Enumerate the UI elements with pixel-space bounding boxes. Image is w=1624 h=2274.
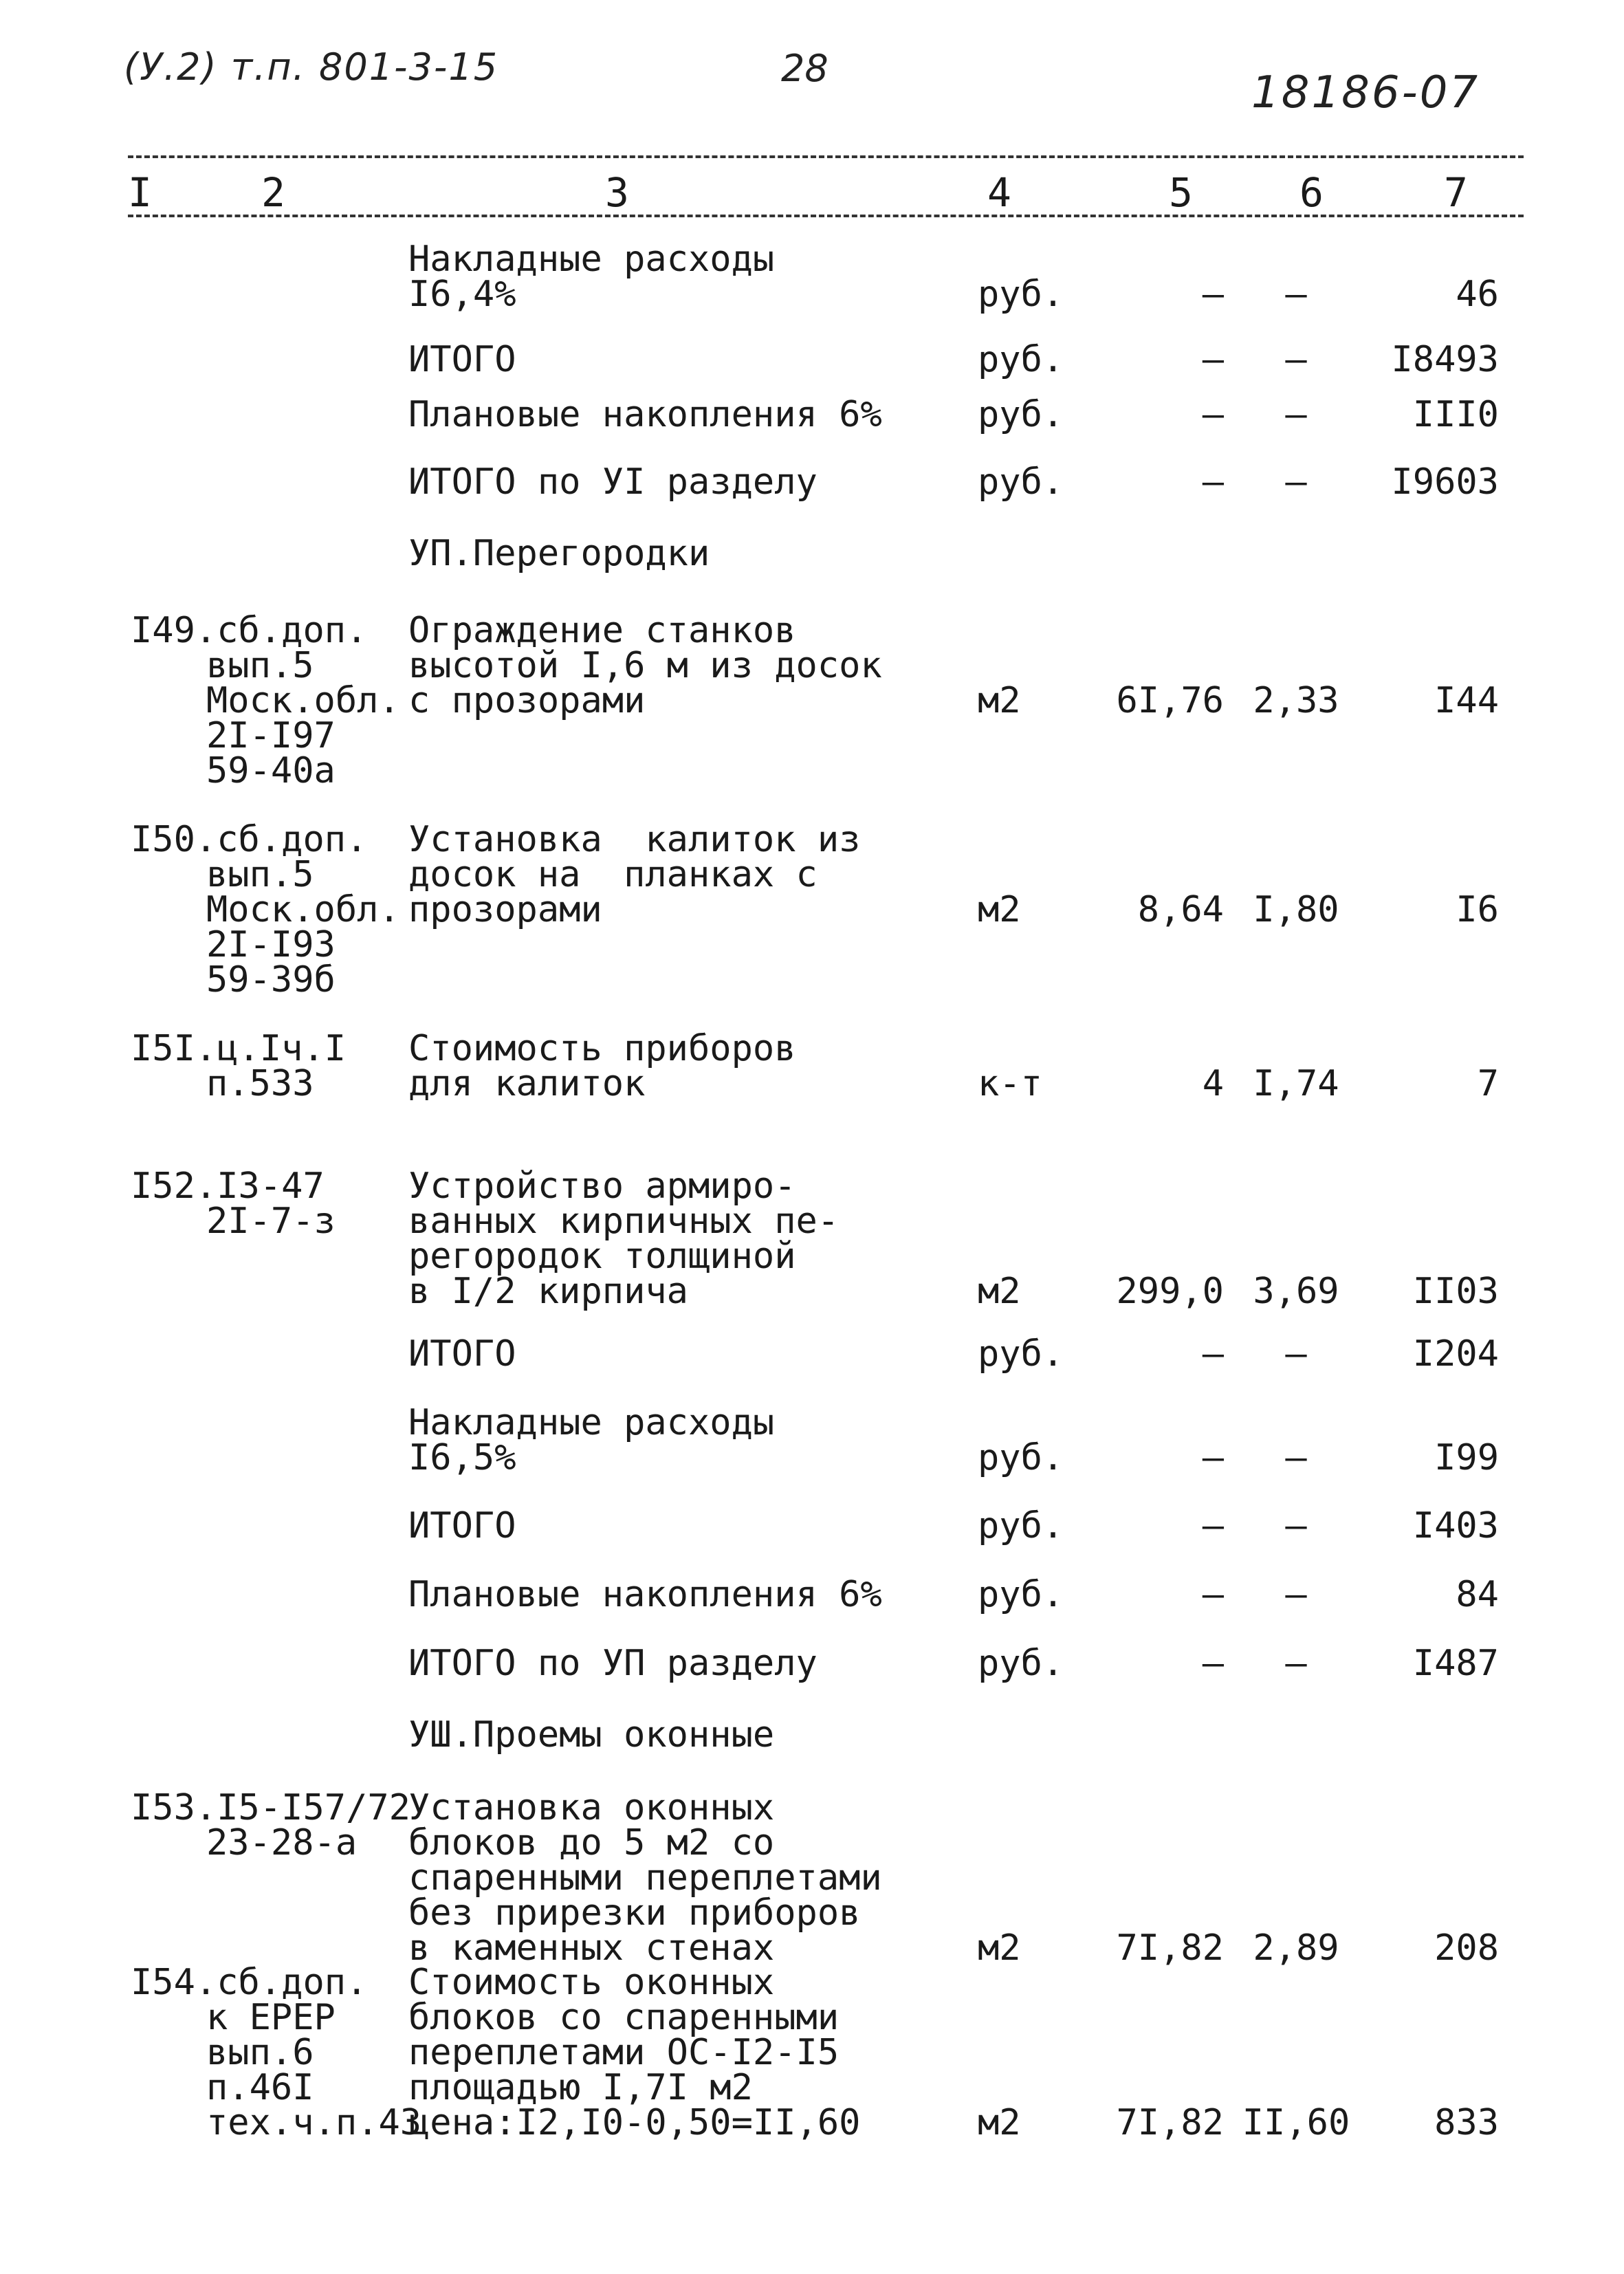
document-code: (У.2) т.п. 801-3-15	[124, 45, 499, 89]
table-header-rule	[128, 215, 1524, 217]
unit-cell: м2	[978, 2102, 1021, 2143]
row-description	[408, 461, 931, 503]
reference-line: 2I-I97	[206, 715, 336, 756]
unit-cell: м2	[978, 680, 1021, 721]
row-description	[408, 1787, 931, 1969]
unit-price-cell: I,80	[1253, 889, 1339, 930]
description-line: Плановые накопления 6%	[408, 1574, 882, 1615]
reference-line: I53.I5-I57/72	[131, 1787, 410, 1828]
description-line: ИТОГО	[408, 1505, 516, 1546]
quantity-cell: 6I,76	[1116, 680, 1224, 721]
row-description	[408, 819, 931, 930]
row-reference	[131, 610, 400, 791]
total-cell: I403	[1412, 1505, 1499, 1546]
description-line: ванных кирпичных пе-	[408, 1201, 840, 1242]
quantity-cell: 7I,82	[1116, 1927, 1224, 1969]
reference-line: 2I-I93	[206, 924, 336, 965]
reference-line: I49.сб.доп.	[131, 610, 368, 651]
unit-cell: руб.	[978, 339, 1064, 380]
total-cell: III0	[1412, 394, 1499, 435]
description-line: цена:I2,I0-0,50=II,60	[408, 2102, 861, 2143]
row-reference	[131, 819, 400, 1001]
section-heading: УП.Перегородки	[408, 533, 710, 574]
description-line: блоков со спаренными	[408, 1997, 840, 2038]
unit-cell: руб.	[978, 394, 1064, 435]
description-line: досок на планках с	[408, 854, 818, 895]
total-cell: I44	[1434, 680, 1499, 721]
unit-price-cell: –	[1285, 1333, 1307, 1375]
row-description	[408, 239, 931, 315]
description-line: ИТОГО	[408, 1333, 516, 1375]
reference-line: I50.сб.доп.	[131, 819, 368, 860]
total-cell: 7	[1477, 1063, 1499, 1104]
reference-line: 59-39б	[206, 959, 336, 1001]
unit-price-cell: I,74	[1253, 1063, 1339, 1104]
reference-line: Моск.обл.	[206, 680, 400, 721]
row-reference	[131, 1787, 410, 1863]
column-number: 3	[605, 169, 629, 216]
quantity-cell: –	[1202, 1643, 1224, 1684]
description-line: Накладные расходы	[408, 1402, 775, 1443]
unit-cell: руб.	[978, 1505, 1064, 1546]
description-line: Установка оконных	[408, 1787, 775, 1828]
total-cell: 46	[1456, 274, 1499, 315]
description-line: без прирезки приборов	[408, 1892, 861, 1934]
stamp-number: 18186-07	[1251, 67, 1480, 118]
unit-cell: м2	[978, 889, 1021, 930]
description-line: Накладные расходы	[408, 239, 775, 280]
row-reference	[131, 1962, 422, 2143]
reference-line: 59-40а	[206, 750, 336, 791]
row-description	[408, 1333, 931, 1375]
description-line: I6,5%	[408, 1437, 516, 1478]
column-number: 4	[987, 169, 1011, 216]
total-cell: I487	[1412, 1643, 1499, 1684]
row-description	[408, 1643, 931, 1684]
column-number: 2	[261, 169, 285, 216]
reference-line: тех.ч.п.43	[206, 2102, 422, 2143]
total-cell: 208	[1434, 1927, 1499, 1969]
row-description	[408, 1028, 931, 1104]
unit-price-cell: –	[1285, 1643, 1307, 1684]
description-line: высотой I,6 м из досок	[408, 645, 882, 686]
reference-line: к ЕРЕР	[206, 1997, 336, 2038]
quantity-cell: 8,64	[1137, 889, 1224, 930]
row-reference	[131, 1166, 399, 1242]
reference-line: I52.I3-47	[131, 1166, 325, 1207]
reference-line: п.46I	[206, 2067, 314, 2108]
unit-cell: к-т	[978, 1063, 1042, 1104]
column-number: I	[128, 169, 152, 216]
quantity-cell: –	[1202, 394, 1224, 435]
row-description	[408, 1574, 931, 1615]
quantity-cell: 7I,82	[1116, 2102, 1224, 2143]
unit-price-cell: –	[1285, 461, 1307, 503]
unit-cell: руб.	[978, 1333, 1064, 1375]
unit-price-cell: 3,69	[1253, 1271, 1339, 1312]
row-description	[408, 610, 931, 721]
description-line: площадью I,7I м2	[408, 2067, 753, 2108]
unit-price-cell: –	[1285, 339, 1307, 380]
reference-line: 2I-7-з	[206, 1201, 336, 1242]
row-description	[408, 339, 931, 380]
quantity-cell: –	[1202, 1574, 1224, 1615]
quantity-cell: –	[1202, 461, 1224, 503]
unit-price-cell: 2,33	[1253, 680, 1339, 721]
row-description	[408, 1166, 931, 1312]
section-heading: УШ.Проемы оконные	[408, 1714, 775, 1756]
description-line: ИТОГО по УП разделу	[408, 1643, 818, 1684]
reference-line: п.533	[206, 1063, 314, 1104]
total-cell: I6	[1456, 889, 1499, 930]
unit-cell: м2	[978, 1271, 1021, 1312]
unit-price-cell: II,60	[1242, 2102, 1350, 2143]
description-line: блоков до 5 м2 со	[408, 1822, 775, 1863]
description-line: Ограждение станков	[408, 610, 796, 651]
description-line: Стоимость приборов	[408, 1028, 796, 1069]
description-line: ИТОГО	[408, 339, 516, 380]
total-cell: 84	[1456, 1574, 1499, 1615]
reference-line: вып.6	[206, 2032, 314, 2073]
row-description	[408, 1962, 931, 2143]
unit-cell: руб.	[978, 461, 1064, 503]
reference-line: вып.5	[206, 854, 314, 895]
quantity-cell: 299,0	[1116, 1271, 1224, 1312]
row-description	[408, 1505, 931, 1546]
column-number: 6	[1299, 169, 1324, 216]
reference-line: 23-28-а	[206, 1822, 358, 1863]
total-cell: I204	[1412, 1333, 1499, 1375]
description-line: ИТОГО по УI разделу	[408, 461, 818, 503]
unit-price-cell: –	[1285, 1437, 1307, 1478]
unit-cell: руб.	[978, 1437, 1064, 1478]
description-line: I6,4%	[408, 274, 516, 315]
unit-price-cell: –	[1285, 394, 1307, 435]
total-cell: 833	[1434, 2102, 1499, 2143]
total-cell: I8493	[1391, 339, 1499, 380]
unit-price-cell: 2,89	[1253, 1927, 1339, 1969]
row-description	[408, 394, 931, 435]
description-line: регородок толщиной	[408, 1236, 796, 1277]
total-cell: II03	[1412, 1271, 1499, 1312]
column-number: 5	[1169, 169, 1193, 216]
unit-price-cell: –	[1285, 1505, 1307, 1546]
description-line: прозорами	[408, 889, 602, 930]
reference-line: I5I.ц.Iч.I	[131, 1028, 347, 1069]
quantity-cell: –	[1202, 1333, 1224, 1375]
unit-cell: руб.	[978, 1574, 1064, 1615]
description-line: для калиток	[408, 1063, 646, 1104]
row-description	[408, 1402, 931, 1478]
reference-line: I54.сб.доп.	[131, 1962, 368, 2003]
description-line: Устройство армиро-	[408, 1166, 796, 1207]
unit-price-cell: –	[1285, 1574, 1307, 1615]
reference-line: вып.5	[206, 645, 314, 686]
quantity-cell: –	[1202, 274, 1224, 315]
column-number: 7	[1444, 169, 1468, 216]
table-top-rule	[128, 155, 1524, 158]
unit-cell: руб.	[978, 1643, 1064, 1684]
quantity-cell: 4	[1202, 1063, 1224, 1104]
quantity-cell: –	[1202, 1505, 1224, 1546]
reference-line: Моск.обл.	[206, 889, 400, 930]
description-line: Стоимость оконных	[408, 1962, 775, 2003]
quantity-cell: –	[1202, 339, 1224, 380]
description-line: с прозорами	[408, 680, 646, 721]
unit-price-cell: –	[1285, 274, 1307, 315]
description-line: спаренными переплетами	[408, 1857, 882, 1899]
unit-cell: руб.	[978, 274, 1064, 315]
quantity-cell: –	[1202, 1437, 1224, 1478]
description-line: в I/2 кирпича	[408, 1271, 688, 1312]
total-cell: I99	[1434, 1437, 1499, 1478]
unit-cell: м2	[978, 1927, 1021, 1969]
row-reference	[131, 1028, 399, 1104]
description-line: Плановые накопления 6%	[408, 394, 882, 435]
description-line: в каменных стенах	[408, 1927, 775, 1969]
total-cell: I9603	[1391, 461, 1499, 503]
page-number: 28	[781, 47, 829, 90]
description-line: Установка калиток из	[408, 819, 861, 860]
description-line: переплетами ОС-I2-I5	[408, 2032, 840, 2073]
